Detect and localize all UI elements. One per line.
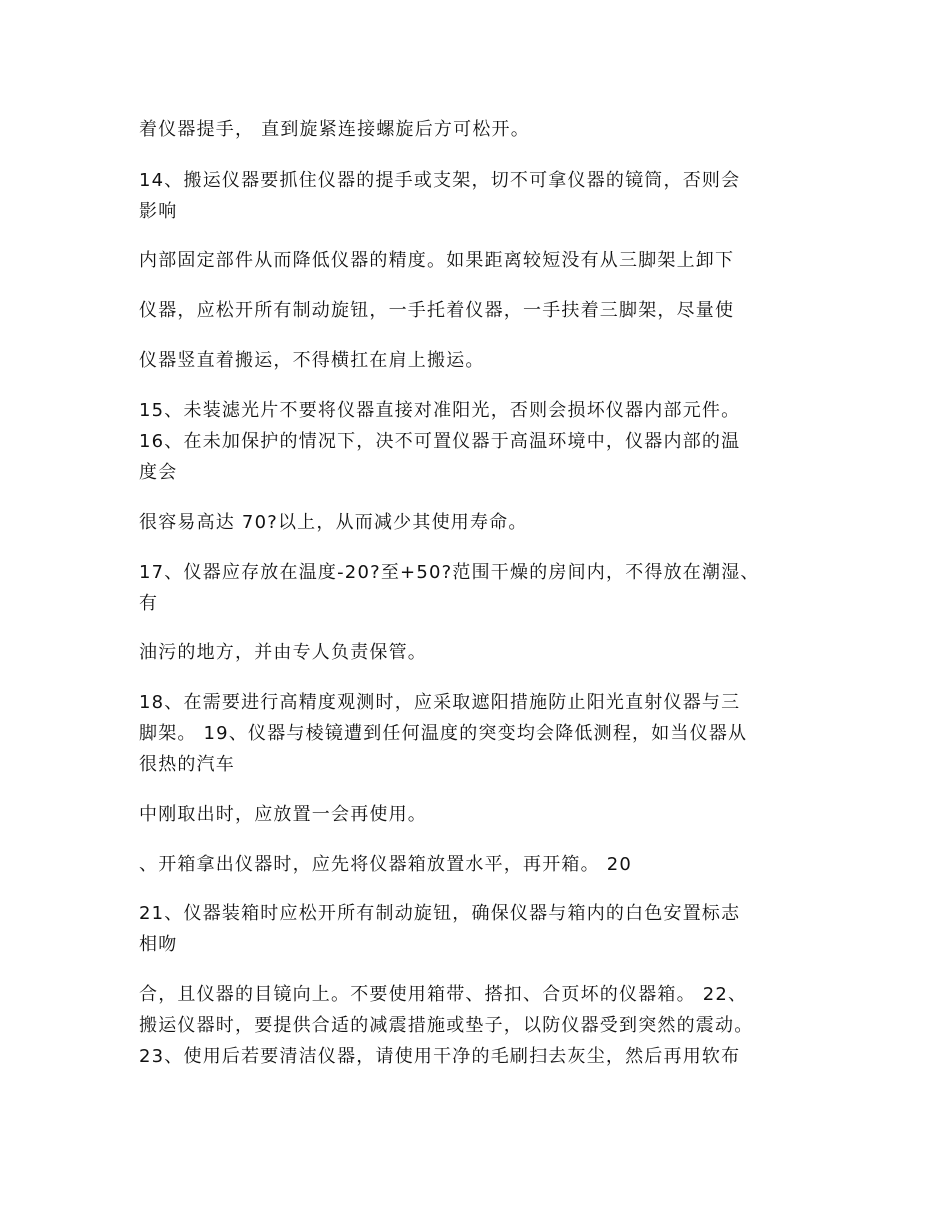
text-line: 中刚取出时，应放置一会再使用。 [139, 804, 427, 825]
text-line: 合，且仪器的目镜向上。不要使用箱带、搭扣、合页坏的仪器箱。 22、 [139, 984, 748, 1005]
text-line: 23、使用后若要清洁仪器，请使用干净的毛刷扫去灰尘，然后再用软布 [139, 1046, 741, 1067]
text-line: 油污的地方，并由专人负责保管。 [139, 642, 427, 663]
text-line: 、开箱拿出仪器时，应先将仪器箱放置水平，再开箱。 20 [139, 854, 633, 875]
text-line: 仪器，应松开所有制动旋钮，一手托着仪器，一手扶着三脚架，尽量使 [139, 300, 735, 321]
text-line: 很容易高达 70?以上，从而减少其使用寿命。 [139, 512, 528, 533]
text-line: 相吻 [139, 934, 178, 955]
text-line: 18、在需要进行高精度观测时，应采取遮阳措施防止阳光直射仪器与三 [139, 692, 741, 713]
text-line: 很热的汽车 [139, 754, 235, 775]
text-line: 15、未装滤光片不要将仪器直接对准阳光，否则会损坏仪器内部元件。 [139, 400, 741, 421]
text-line: 有 [139, 593, 159, 614]
text-line: 14、搬运仪器要抓住仪器的提手或支架，切不可拿仪器的镜筒，否则会 [139, 170, 741, 191]
text-line: 脚架。 19、仪器与棱镜遭到任何温度的突变均会降低测程，如当仪器从 [139, 723, 748, 744]
text-line: 内部固定部件从而降低仪器的精度。如果距离较短没有从三脚架上卸下 [139, 250, 735, 271]
text-line: 17、仪器应存放在温度-20?至+50?范围干燥的房间内，不得放在潮湿、 [139, 562, 760, 583]
text-line: 搬运仪器时，要提供合适的减震措施或垫子，以防仪器受到突然的震动。 [139, 1015, 754, 1036]
text-line: 着仪器提手， 直到旋紧连接螺旋后方可松开。 [139, 119, 530, 140]
text-line: 影响 [139, 201, 178, 222]
text-line: 度会 [139, 462, 178, 483]
text-line: 21、仪器装箱时应松开所有制动旋钮，确保仪器与箱内的白色安置标志 [139, 903, 741, 924]
text-line: 16、在未加保护的情况下，决不可置仪器于高温环境中，仪器内部的温 [139, 431, 741, 452]
document-page [139, 0, 819, 1230]
text-line: 仪器竖直着搬运，不得横扛在肩上搬运。 [139, 350, 485, 371]
